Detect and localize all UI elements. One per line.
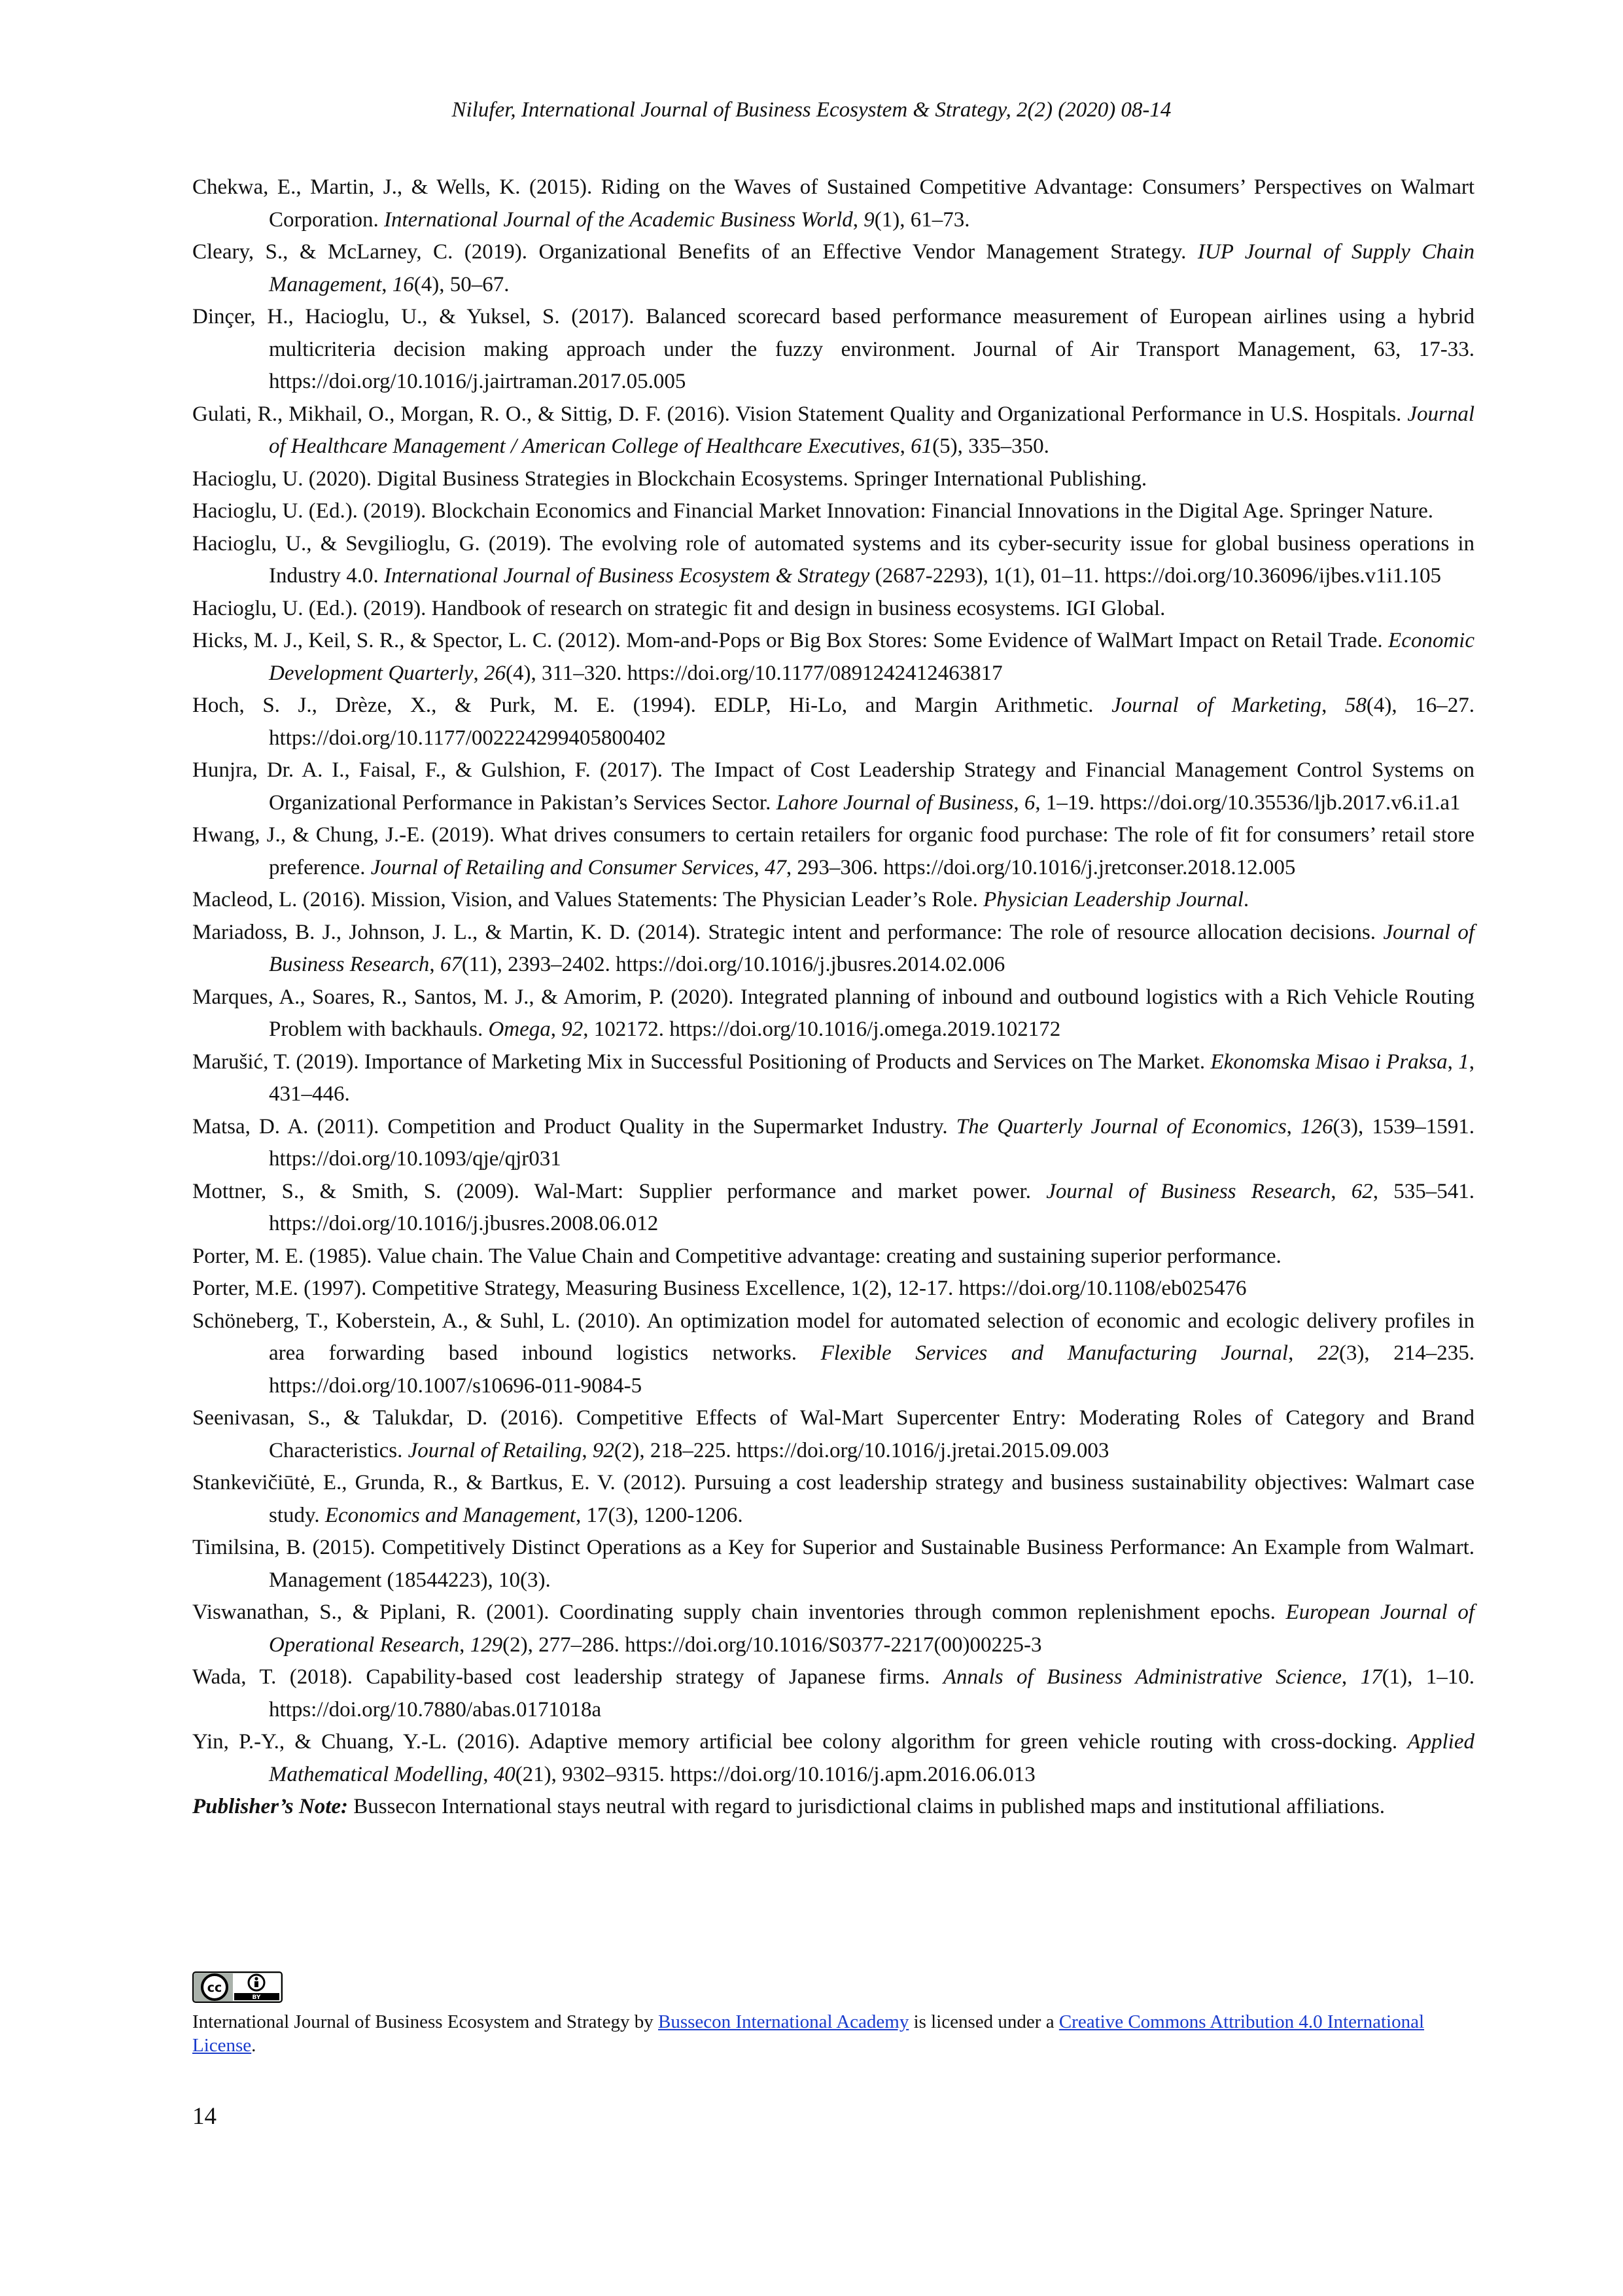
reference-segment: (11), 2393–2402. https://doi.org/10.1016/j.jbusres.2014.02.006 <box>461 953 1005 976</box>
reference-segment: Hwang, J., & Chung, J.-E. (2019). What drives consumers to certain retailers for organic food purchase: The role of fit for consumers’ retail store preference. <box>192 823 1475 879</box>
reference-entry <box>192 1532 1475 1597</box>
cc-by-icon <box>192 1971 283 2003</box>
reference-list <box>192 171 1475 1824</box>
reference-italic-segment: 6 <box>1024 790 1036 815</box>
reference-segment: Porter, M. E. (1985). Value chain. The Value Chain and Competitive advantage: creating and sustaining superior performance. <box>192 1244 1282 1268</box>
reference-italic-segment: Omega <box>488 1017 551 1041</box>
reference-segment: , <box>473 661 484 685</box>
reference-entry <box>192 1241 1475 1273</box>
publisher-link[interactable]: Bussecon International Academy <box>657 2011 909 2032</box>
reference-italic-segment: Economic Development Quarterly <box>269 629 1475 685</box>
reference-segment: , 431–446. <box>269 1050 1475 1106</box>
reference-segment: , <box>899 434 911 458</box>
cc-badge-text: cc <box>207 1981 222 1995</box>
reference-segment: (2), 277–286. https://doi.org/10.1016/S0377-2217(00)00225-3 <box>502 1633 1042 1657</box>
reference-segment: . <box>1243 888 1249 911</box>
reference-italic-segment: IUP Journal of Supply Chain Management <box>269 240 1475 296</box>
reference-entry <box>192 593 1475 626</box>
reference-italic-segment: International Journal of Business Ecosystem & Strategy <box>384 564 870 588</box>
reference-segment: Hoch, S. J., Drèze, X., & Purk, M. E. (1994). EDLP, Hi-Lo, and Margin Arithmetic. <box>192 694 1112 717</box>
reference-segment: Gulati, R., Mikhail, O., Morgan, R. O., & Sittig, D. F. (2016). Vision Statement Quality and Organizational Performance in U.S. Hospitals. <box>192 402 1408 426</box>
reference-entry <box>192 1661 1475 1726</box>
license-prefix: International Journal of Business Ecosystem and Strategy by <box>192 2011 658 2032</box>
reference-segment: Hacioglu, U., & Sevgilioglu, G. (2019). The evolving role of automated systems and its cyber-security issue for global business operations in Industry 4.0. <box>192 531 1475 588</box>
reference-segment: Hacioglu, U. (2020). Digital Business Strategies in Blockchain Ecosystems. Springer International Publishing. <box>192 467 1147 491</box>
reference-segment: Marušić, T. (2019). Importance of Marketing Mix in Successful Positioning of Products and Services on The Market. <box>192 1050 1211 1074</box>
reference-entry <box>192 625 1475 690</box>
reference-segment: Matsa, D. A. (2011). Competition and Product Quality in the Supermarket Industry. <box>192 1114 956 1139</box>
reference-segment: Chekwa, E., Martin, J., & Wells, K. (2015). Riding on the Waves of Sustained Competitive Advantage: Consumers’ Perspectives on Walmart Corporation. <box>192 175 1475 232</box>
reference-entry <box>192 1305 1475 1403</box>
reference-segment: , <box>550 1017 562 1041</box>
reference-entry <box>192 236 1475 301</box>
reference-segment: Wada, T. (2018). Capability-based cost leadership strategy of Japanese firms. <box>192 1665 943 1689</box>
reference-segment: , <box>381 272 393 296</box>
reference-segment: (4), 311–320. https://doi.org/10.1177/0891242412463817 <box>506 661 1003 685</box>
reference-segment: , <box>1341 1665 1361 1689</box>
reference-segment: Mottner, S., & Smith, S. (2009). Wal-Mart: Supplier performance and market power. <box>192 1179 1047 1203</box>
reference-segment: (4), 16–27. https://doi.org/10.1177/002224299405800402 <box>269 694 1475 750</box>
reference-segment: Schöneberg, T., Koberstein, A., & Suhl, L. (2010). An optimization model for automated selection of economic and ecologic delivery profiles in area forwarding based inbound logistics networks. <box>192 1309 1475 1365</box>
reference-segment: , <box>852 207 864 232</box>
reference-italic-segment: Journal of Healthcare Management / American College of Healthcare Executives <box>269 402 1475 458</box>
reference-italic-segment: Physician Leadership Journal <box>983 888 1244 911</box>
reference-entry <box>192 528 1475 593</box>
reference-segment: , <box>1288 1341 1318 1365</box>
reference-segment: , <box>754 855 765 879</box>
reference-segment: Yin, P.-Y., & Chuang, Y.-L. (2016). Adaptive memory artificial bee colony algorithm for green vehicle routing with cross-docking. <box>192 1730 1408 1754</box>
reference-entry <box>192 690 1475 754</box>
reference-italic-segment: 1 <box>1458 1050 1469 1074</box>
license-middle: is licensed under a <box>909 2011 1059 2032</box>
reference-italic-segment: 92 <box>592 1438 614 1462</box>
reference-entry <box>192 917 1475 981</box>
reference-segment: Seenivasan, S., & Talukdar, D. (2016). Competitive Effects of Wal-Mart Supercenter Entry: Moderating Roles of Category and Brand Characteristics. <box>192 1406 1475 1462</box>
reference-entry <box>192 495 1475 528</box>
reference-segment: Marques, A., Soares, R., Santos, M. J., & Amorim, P. (2020). Integrated planning of inbound and outbound logistics with a Rich Vehicle Routing Problem with backhauls. <box>192 985 1475 1041</box>
reference-italic-segment: Journal of Business Research <box>1046 1179 1331 1203</box>
reference-segment: Viswanathan, S., & Piplani, R. (2001). Coordinating supply chain inventories through common replenishment epochs. <box>192 1600 1286 1624</box>
reference-italic-segment: The Quarterly Journal of Economics <box>956 1114 1287 1139</box>
reference-entry <box>192 1111 1475 1176</box>
reference-segment: Hunjra, Dr. A. I., Faisal, F., & Gulshion, F. (2017). The Impact of Cost Leadership Strategy and Financial Management Control Systems on Organizational Performance in Pakistan’s Services Sector. <box>192 758 1475 815</box>
reference-entry <box>192 1726 1475 1791</box>
reference-italic-segment: Journal of Retailing <box>408 1438 582 1462</box>
reference-segment: , <box>483 1762 494 1786</box>
reference-italic-segment: Applied Mathematical Modelling <box>269 1730 1475 1786</box>
page-number: 14 <box>192 2103 217 2130</box>
reference-segment: , 535–541. https://doi.org/10.1016/j.jbusres.2008.06.012 <box>269 1179 1475 1235</box>
reference-italic-segment: 126 <box>1300 1114 1333 1139</box>
reference-entry <box>192 398 1475 463</box>
reference-italic-segment: 17 <box>1360 1665 1382 1689</box>
reference-italic-segment: 67 <box>440 953 462 976</box>
reference-italic-segment: International Journal of the Academic Business World <box>383 207 853 232</box>
reference-italic-segment: 22 <box>1317 1341 1339 1365</box>
publisher-note-label: Publisher’s Note: <box>192 1795 349 1818</box>
reference-italic-segment: 40 <box>493 1762 515 1786</box>
running-head: Nilufer, International Journal of Business Ecosystem & Strategy, 2(2) (2020) 08-14 <box>451 98 1172 122</box>
reference-segment: (4), 50–67. <box>413 272 510 296</box>
reference-italic-segment: 16 <box>392 272 414 296</box>
reference-italic-segment: 9 <box>864 207 875 232</box>
reference-entry <box>192 301 1475 398</box>
reference-italic-segment: Annals of Business Administrative Science <box>943 1665 1342 1689</box>
reference-entry <box>192 1402 1475 1467</box>
reference-segment: , <box>1321 694 1345 717</box>
license-link[interactable]: Creative Commons Attribution 4.0 International License <box>192 2011 1425 2056</box>
reference-segment: (1), 1–10. https://doi.org/10.7880/abas.0171018a <box>269 1665 1475 1722</box>
reference-italic-segment: Journal of Marketing <box>1111 694 1322 717</box>
reference-italic-segment: 129 <box>470 1633 503 1657</box>
publisher-note-text: Bussecon International stays neutral with regard to jurisdictional claims in published maps and institutional affiliations. <box>348 1795 1385 1818</box>
reference-entry <box>192 884 1475 917</box>
reference-segment: (5), 335–350. <box>932 434 1049 458</box>
reference-segment: , 293–306. https://doi.org/10.1016/j.jretconser.2018.12.005 <box>786 855 1296 879</box>
reference-segment: Macleod, L. (2016). Mission, Vision, and Values Statements: The Physician Leader’s Role. <box>192 888 984 911</box>
license-suffix: . <box>251 2035 256 2056</box>
reference-entry <box>192 754 1475 819</box>
reference-segment: Hacioglu, U. (Ed.). (2019). Blockchain Economics and Financial Market Innovation: Financial Innovations in the Digital Age. Springer Nature. <box>192 499 1434 523</box>
reference-entry <box>192 1176 1475 1241</box>
reference-italic-segment: 92 <box>561 1017 584 1041</box>
publisher-note <box>192 1791 1475 1824</box>
reference-italic-segment: Journal of Retailing and Consumer Services <box>370 855 754 879</box>
reference-segment: , 102172. https://doi.org/10.1016/j.omega.2019.102172 <box>583 1017 1061 1041</box>
reference-segment: Stankevičiūtė, E., Grunda, R., & Bartkus, E. V. (2012). Pursuing a cost leadership strategy and business sustainability objectives: Walmart case study. <box>192 1471 1475 1527</box>
reference-segment: , 17(3), 1200-1206. <box>575 1503 743 1527</box>
reference-segment: , <box>1447 1050 1459 1074</box>
reference-segment: , <box>459 1633 470 1657</box>
reference-segment: Hicks, M. J., Keil, S. R., & Spector, L. C. (2012). Mom-and-Pops or Big Box Stores: Some Evidence of WalMart Impact on Retail Trade. <box>192 629 1389 652</box>
reference-italic-segment: 58 <box>1344 694 1367 717</box>
reference-italic-segment: 62 <box>1351 1179 1373 1203</box>
reference-segment: (1), 61–73. <box>874 207 970 232</box>
reference-entry <box>192 463 1475 496</box>
reference-segment: (3), 1539–1591. https://doi.org/10.1093/qje/qjr031 <box>269 1114 1475 1171</box>
reference-entry <box>192 1597 1475 1661</box>
reference-italic-segment: Ekonomska Misao i Praksa <box>1210 1050 1448 1074</box>
reference-segment: , <box>582 1438 593 1462</box>
reference-italic-segment: Lahore Journal of Business <box>776 790 1014 815</box>
reference-italic-segment: 26 <box>484 661 506 685</box>
reference-italic-segment: 47 <box>764 855 786 879</box>
reference-segment: Cleary, S., & McLarney, C. (2019). Organizational Benefits of an Effective Vendor Management Strategy. <box>192 240 1198 264</box>
by-badge-text: BY <box>252 1994 261 2001</box>
reference-segment: (3), 214–235. https://doi.org/10.1007/s10696-011-9084-5 <box>269 1341 1475 1398</box>
reference-segment: , 1–19. https://doi.org/10.35536/ljb.2017.v6.i1.a1 <box>1035 790 1461 815</box>
reference-segment: Porter, M.E. (1997). Competitive Strategy, Measuring Business Excellence, 1(2), 12-17. https://doi.org/10.1108/eb025476 <box>192 1277 1247 1300</box>
reference-entry <box>192 1273 1475 1305</box>
reference-entry <box>192 819 1475 884</box>
reference-entry <box>192 981 1475 1046</box>
reference-entry <box>192 1046 1475 1111</box>
reference-entry <box>192 1467 1475 1532</box>
reference-segment: Mariadoss, B. J., Johnson, J. L., & Martin, K. D. (2014). Strategic intent and performance: The role of resource allocation decisions. <box>192 920 1384 944</box>
reference-segment: (2), 218–225. https://doi.org/10.1016/j.jretai.2015.09.003 <box>614 1438 1109 1462</box>
reference-italic-segment: European Journal of Operational Research <box>269 1600 1475 1657</box>
reference-segment: Dinçer, H., Hacioglu, U., & Yuksel, S. (2017). Balanced scorecard based performance measurement of European airlines using a hybrid multicriteria decision making approach under the fuzzy environment. Journal of Air Transport Management, 63, 17-33. https://doi.org/10.1016/j.jairtraman.2017.05.005 <box>192 305 1475 393</box>
reference-segment: , <box>1331 1179 1352 1203</box>
reference-italic-segment: Journal of Business Research <box>269 920 1475 976</box>
reference-segment: Hacioglu, U. (Ed.). (2019). Handbook of research on strategic fit and design in business ecosystems. IGI Global. <box>192 596 1166 620</box>
reference-segment: , <box>1013 790 1024 815</box>
reference-segment: , <box>429 953 440 976</box>
reference-segment: (2687-2293), 1(1), 01–11. https://doi.org/10.36096/ijbes.v1i1.105 <box>869 564 1441 588</box>
reference-segment: Timilsina, B. (2015). Competitively Distinct Operations as a Key for Superior and Sustainable Business Performance: An Example from Walmart. Management (18544223), 10(3). <box>192 1536 1475 1592</box>
license-statement <box>192 2010 1475 2057</box>
reference-italic-segment: Economics and Management <box>324 1503 576 1527</box>
reference-segment: (21), 9302–9315. https://doi.org/10.1016/j.apm.2016.06.013 <box>515 1762 1036 1786</box>
reference-segment: , <box>1286 1114 1300 1139</box>
reference-italic-segment: 61 <box>911 434 933 458</box>
reference-italic-segment: Flexible Services and Manufacturing Journal <box>820 1341 1289 1365</box>
reference-entry <box>192 171 1475 236</box>
